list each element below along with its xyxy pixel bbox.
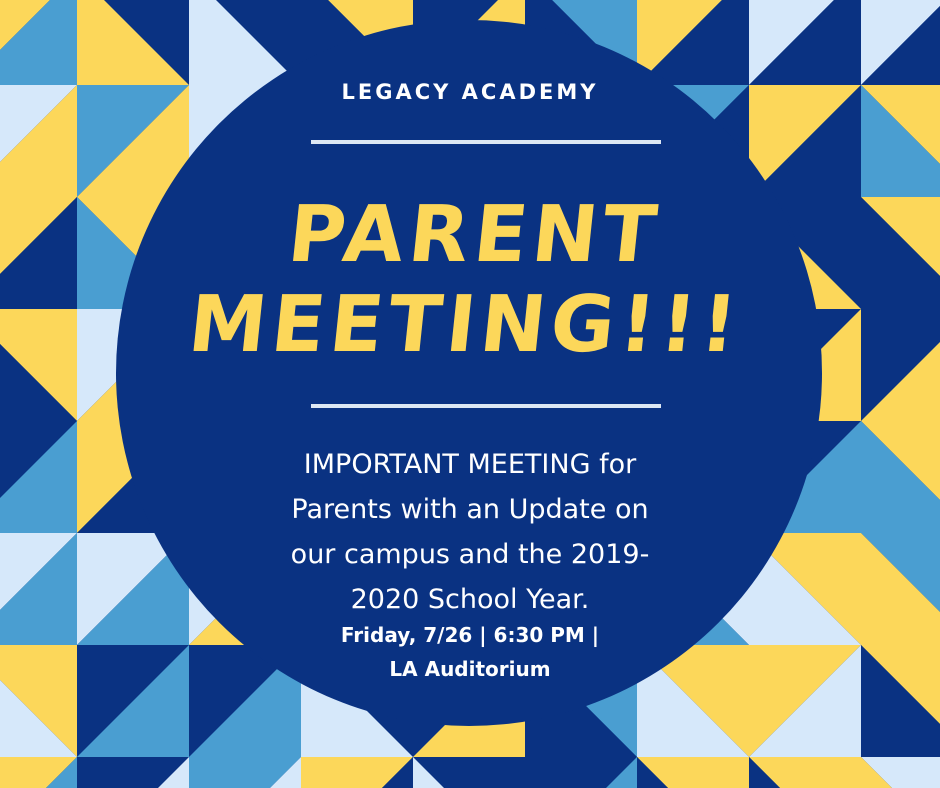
description-line-2: Parents with an Update on: [291, 494, 649, 525]
headline-line-1: PARENT: [283, 190, 666, 280]
meeting-location: LA Auditorium: [389, 657, 551, 681]
meeting-details: [0, 618, 940, 686]
headline: [0, 190, 940, 370]
description-line-3: our campus and the 2019-: [290, 539, 650, 570]
headline-line-2: MEETING!!!: [184, 280, 747, 370]
description-line-1: IMPORTANT MEETING for: [303, 449, 637, 480]
bottom-divider: [311, 404, 661, 408]
top-divider: [311, 140, 661, 144]
meeting-date-time: Friday, 7/26 | 6:30 PM |: [340, 623, 600, 647]
meeting-description: [0, 442, 940, 622]
description-line-4: 2020 School Year.: [350, 584, 590, 615]
school-name: LEGACY ACADEMY: [341, 80, 599, 104]
